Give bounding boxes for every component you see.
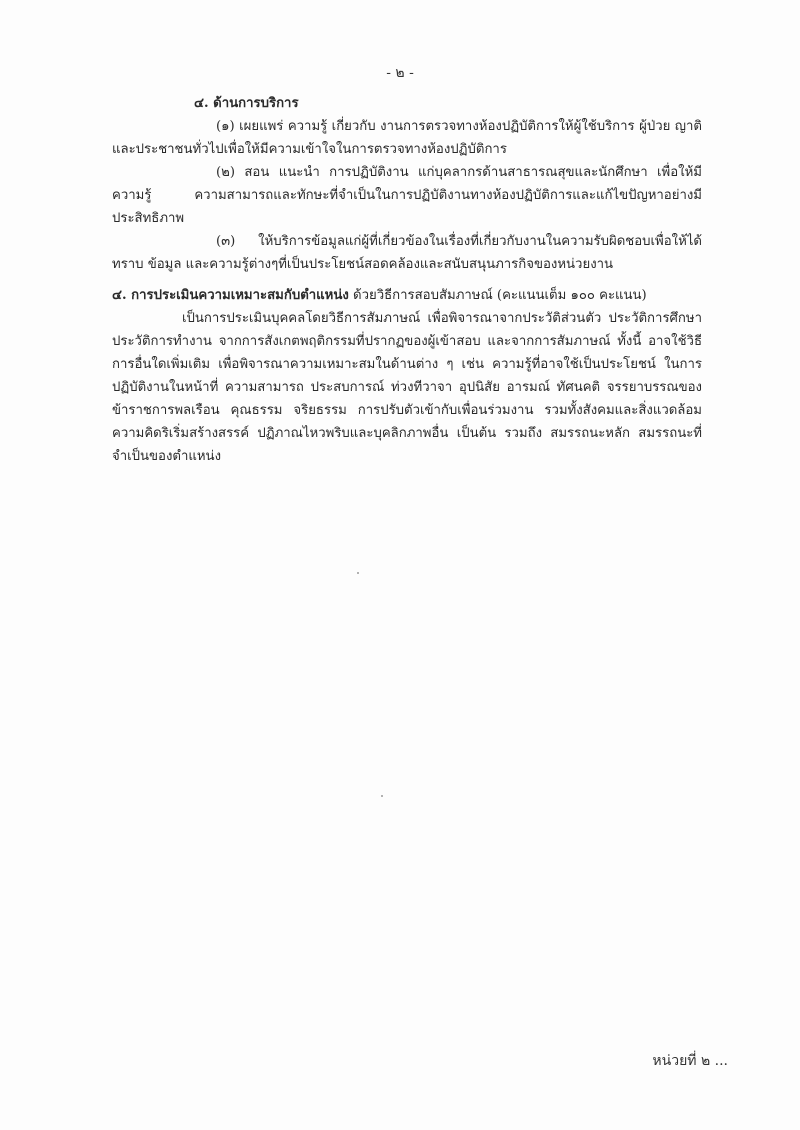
evaluation-heading <box>112 284 702 307</box>
evaluation-heading-title: ๔. การประเมินความเหมาะสมกับตำแหน่ง <box>112 288 349 303</box>
service-item-2: (๒) สอน แนะนำ การปฏิบัติงาน แก่บุคลากรด้านสาธารณสุขและนักศึกษา เพื่อให้มีความรู้ ความสามารถและทักษะที่จำเป็นในการปฏิบัติงานทางห้องปฏิบัติการและแก้ไขปัญหาอย่างมีประสิทธิภาพ <box>112 165 702 226</box>
page-number: - ๒ - <box>386 65 414 81</box>
continuation-marker: หน่วยที่ ๒ ... <box>652 1053 728 1069</box>
service-item-1: (๑) เผยแพร่ ความรู้ เกี่ยวกับ งานการตรวจทางห้องปฏิบัติการให้ผู้ใช้บริการ ผู้ป่วย ญาติ และประชาชนทั่วไปเพื่อให้มีความเข้าใจในการตรวจทางห้องปฏิบัติการ <box>112 119 702 157</box>
evaluation-body: เป็นการประเมินบุคคลโดยวิธีการสัมภาษณ์ เพื่อพิจารณาจากประวัติส่วนตัว ประวัติการศึกษา ประวัติการทำงาน จากการสังเกตพฤติกรรมที่ปรากฏของผู้เข้าสอบ และจากการสัมภาษณ์ ทั้งนี้ อาจใช้วิธีการอื่นใดเพิ่มเติม เพื่อพิจารณาความเหมาะสมในด้านต่าง ๆ เช่น ความรู้ที่อาจใช้เป็นประโยชน์ ในการปฏิบัติงานในหน้าที่ ความสามารถ ประสบการณ์ ท่วงทีวาจา อุปนิสัย อารมณ์ ทัศนคติ จรรยาบรรณของ ข้าราชการพลเรือน คุณธรรม จริยธรรม การปรับตัวเข้ากับเพื่อนร่วมงาน รวมทั้งสังคมและสิ่งแวดล้อม ความคิดริเริ่มสร้างสรรค์ ปฏิภาณไหวพริบและบุคลิกภาพอื่น เป็นต้น รวมถึง สมรรถนะหลัก สมรรถนะที่ จำเป็นของตำแหน่ง <box>112 311 702 464</box>
scan-speck <box>357 572 359 574</box>
service-item-3: (๓) ให้บริการข้อมูลแก่ผู้ที่เกี่ยวข้องในเรื่องที่เกี่ยวกับงานในความรับผิดชอบเพื่อให้ได้ทราบ ข้อมูล และความรู้ต่างๆที่เป็นประโยชน์สอดคล้องและสนับสนุนภารกิจของหน่วยงาน <box>112 234 702 272</box>
scan-speck <box>381 795 383 797</box>
document-body <box>112 92 702 468</box>
evaluation-heading-method: ด้วยวิธีการสอบสัมภาษณ์ (คะแนนเต็ม ๑๐๐ คะแนน) <box>348 288 647 303</box>
service-section-heading: ๔. ด้านการบริการ <box>194 96 299 111</box>
